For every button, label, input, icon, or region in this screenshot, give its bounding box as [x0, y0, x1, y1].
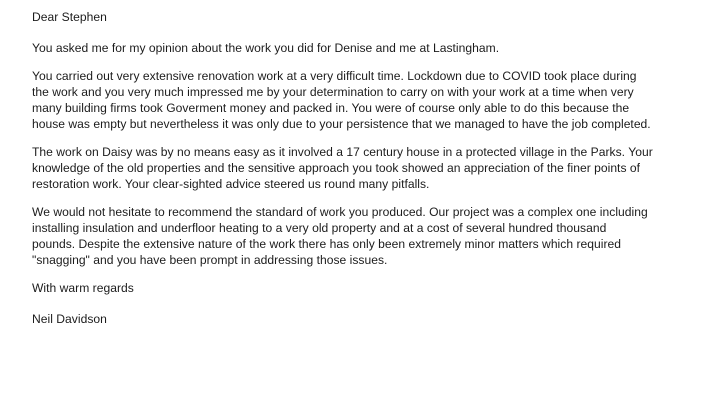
paragraph-opinion-request: You asked me for my opinion about the work you did for Denise and me at Lastingham. [32, 41, 500, 55]
letter-signature: Neil Davidson [32, 312, 107, 326]
paragraph-daisy-house: The work on Daisy was by no means easy as it involved a 17 century house in a protected village in the Parks. Your knowledge of the old properties and the sensitive approach you took showed an appreciation of the finer points of restoration work. Your clear-sighted advice steered us round many pitfalls. [32, 145, 653, 191]
letter-closing: With warm regards [32, 281, 134, 295]
paragraph-recommendation: We would not hesitate to recommend the standard of work you produced. Our project was a complex one including installing insulation and underfloor heating to a very old property and at a cost of several hundred thousand pounds. Despite the extensive nature of the work there has only been extremely minor matters which required "snagging" and you have been prompt in addressing those issues. [32, 205, 648, 267]
letter-body [32, 9, 702, 327]
letter-greeting: Dear Stephen [32, 10, 107, 24]
paragraph-renovation-work: You carried out very extensive renovation work at a very difficult time. Lockdown due to COVID took place during the work and you very much impressed me by your determination to carry on with your work at a time when very many building firms took Goverment money and packed in. You were of course only able to do this because the house was empty but nevertheless it was only due to your persistence that we managed to have the job completed. [32, 69, 651, 131]
